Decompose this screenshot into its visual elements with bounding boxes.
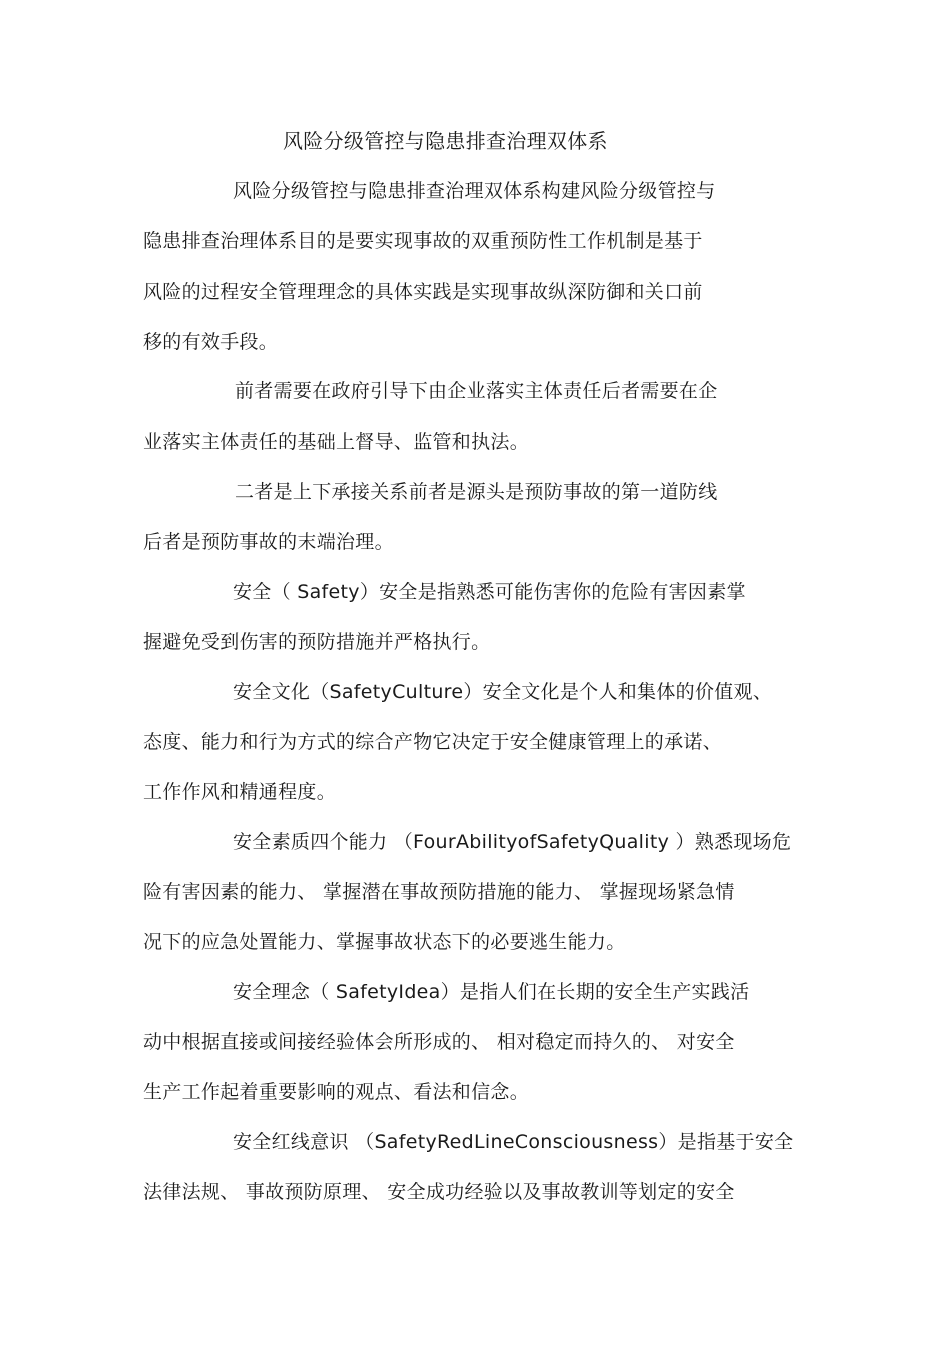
paragraph-2-line-1: 前者需要在政府引导下由企业落实主体责任后者需要在企: [235, 380, 718, 402]
paragraph-5-line-2: 态度、能力和行为方式的综合产物它决定于安全健康管理上的承诺、: [143, 731, 723, 753]
paragraph-7-line-2: 动中根据直接或间接经验体会所形成的、 相对稳定而持久的、 对安全: [143, 1031, 735, 1053]
paragraph-7-line-3: 生产工作起着重要影响的观点、看法和信念。: [143, 1081, 530, 1103]
paragraph-1-line-3: 风险的过程安全管理理念的具体实践是实现事故纵深防御和关口前: [143, 281, 703, 303]
paragraph-3-line-1: 二者是上下承接关系前者是源头是预防事故的第一道防线: [235, 481, 718, 503]
paragraph-4-line-2: 握避免受到伤害的预防措施并严格执行。: [143, 631, 491, 653]
paragraph-6-line-1: 安全素质四个能力 （FourAbilityofSafetyQuality ）熟悉现场危: [233, 831, 792, 853]
paragraph-2-line-2: 业落实主体责任的基础上督导、监管和执法。: [143, 431, 530, 453]
paragraph-5-line-3: 工作作风和精通程度。: [143, 781, 337, 803]
paragraph-6-line-3: 况下的应急处置能力、掌握事故状态下的必要逃生能力。: [143, 931, 626, 953]
paragraph-1-line-1: 风险分级管控与隐患排查治理双体系构建风险分级管控与: [233, 180, 716, 202]
paragraph-7-line-1: 安全理念（ SafetyIdea）是指人们在长期的安全生产实践活: [233, 981, 750, 1003]
paragraph-8-line-2: 法律法规、 事故预防原理、 安全成功经验以及事故教训等划定的安全: [143, 1181, 735, 1203]
paragraph-4-line-1: 安全（ Safety）安全是指熟悉可能伤害你的危险有害因素掌: [233, 581, 746, 603]
paragraph-1-line-2: 隐患排查治理体系目的是要实现事故的双重预防性工作机制是基于: [143, 230, 703, 252]
paragraph-3-line-2: 后者是预防事故的末端治理。: [143, 531, 394, 553]
paragraph-8-line-1: 安全红线意识 （SafetyRedLineConsciousness）是指基于安全: [233, 1131, 794, 1153]
paragraph-1-line-4: 移的有效手段。: [143, 331, 279, 353]
paragraph-5-line-1: 安全文化（SafetyCulture）安全文化是个人和集体的价值观、: [233, 681, 773, 703]
paragraph-6-line-2: 险有害因素的能力、 掌握潜在事故预防措施的能力、 掌握现场紧急情: [143, 881, 735, 903]
document-title: 风险分级管控与隐患排查治理双体系: [283, 129, 608, 153]
